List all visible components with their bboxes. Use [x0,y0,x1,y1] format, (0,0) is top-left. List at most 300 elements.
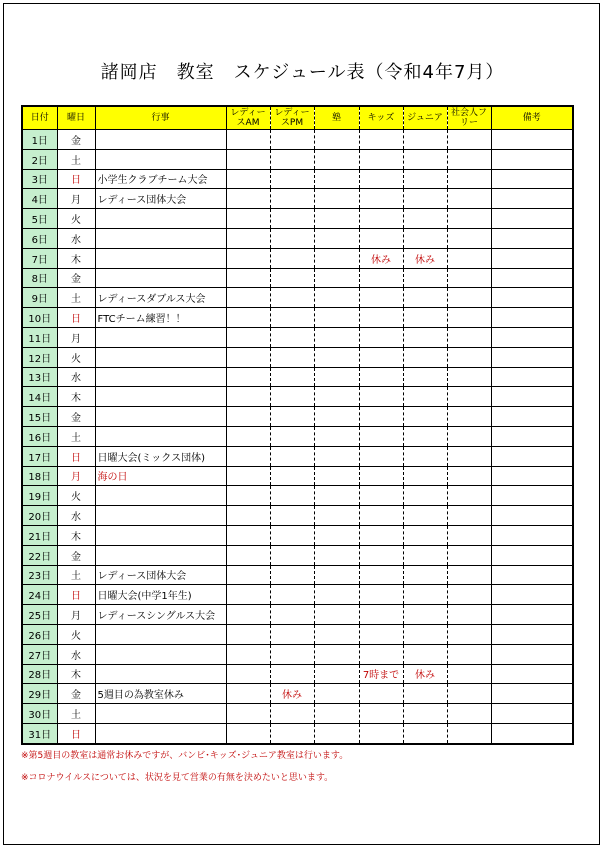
ladies-pm-cell [270,387,314,407]
day-cell: 10日 [22,308,57,328]
day-cell: 9日 [22,288,57,308]
junior-cell: 休み [403,664,447,684]
table-row [22,704,573,724]
kids-cell [359,486,403,506]
ladies-am-cell [226,684,270,704]
table-row [22,585,573,605]
dow-cell: 日 [57,169,95,189]
adult-free-cell [447,605,491,625]
event-cell [95,644,226,664]
adult-free-cell [447,367,491,387]
table-row [22,624,573,644]
ladies-pm-cell [270,704,314,724]
event-cell: レディース団体大会 [95,189,226,209]
day-cell: 12日 [22,347,57,367]
dow-cell: 土 [57,704,95,724]
note-cell [491,288,573,308]
header-notes: 備考 [491,106,573,130]
note-cell [491,644,573,664]
junior-cell [403,466,447,486]
event-cell [95,347,226,367]
event-cell [95,387,226,407]
ladies-am-cell [226,228,270,248]
kids-cell [359,704,403,724]
ladies-pm-cell [270,545,314,565]
day-cell: 15日 [22,407,57,427]
junior-cell [403,684,447,704]
adult-free-cell [447,684,491,704]
juku-cell [314,585,359,605]
day-cell: 21日 [22,525,57,545]
junior-cell [403,525,447,545]
ladies-am-cell [226,387,270,407]
note-cell [491,624,573,644]
event-cell: FTCチーム練習！！ [95,308,226,328]
day-cell: 26日 [22,624,57,644]
adult-free-cell [447,723,491,743]
dow-cell: 水 [57,506,95,526]
ladies-pm-cell [270,149,314,169]
header-row [22,106,573,130]
junior-cell [403,387,447,407]
event-cell [95,624,226,644]
ladies-pm-cell [270,605,314,625]
ladies-am-cell [226,664,270,684]
junior-cell [403,585,447,605]
header-adult-free: 社会人フリー [447,106,491,130]
table-row [22,228,573,248]
kids-cell [359,268,403,288]
kids-cell [359,288,403,308]
note-cell [491,347,573,367]
table-row [22,644,573,664]
table-row [22,565,573,585]
ladies-pm-cell [270,228,314,248]
table-row [22,426,573,446]
header-ladies-pm: レディースPM [270,106,314,130]
ladies-am-cell [226,308,270,328]
dow-cell: 日 [57,446,95,466]
event-cell [95,506,226,526]
kids-cell [359,506,403,526]
juku-cell [314,446,359,466]
junior-cell [403,228,447,248]
note-cell [491,327,573,347]
footer-notes [21,745,348,789]
adult-free-cell [447,704,491,724]
note-cell [491,387,573,407]
junior-cell [403,288,447,308]
note-cell [491,446,573,466]
event-cell: 日曜大会(中学1年生) [95,585,226,605]
event-cell [95,130,226,150]
junior-cell [403,644,447,664]
note-cell [491,407,573,427]
juku-cell [314,545,359,565]
event-cell [95,525,226,545]
dow-cell: 月 [57,605,95,625]
note-cell [491,506,573,526]
note-cell [491,684,573,704]
ladies-pm-cell [270,506,314,526]
note-cell [491,426,573,446]
juku-cell [314,248,359,268]
event-cell [95,209,226,229]
ladies-am-cell [226,189,270,209]
ladies-am-cell [226,525,270,545]
note-cell [491,486,573,506]
junior-cell [403,624,447,644]
note-cell [491,605,573,625]
kids-cell [359,367,403,387]
kids-cell: 休み [359,248,403,268]
day-cell: 29日 [22,684,57,704]
ladies-am-cell [226,605,270,625]
dow-cell: 金 [57,407,95,427]
day-cell: 5日 [22,209,57,229]
event-cell: 海の日 [95,466,226,486]
ladies-am-cell [226,130,270,150]
ladies-pm-cell [270,347,314,367]
juku-cell [314,565,359,585]
dow-cell: 火 [57,486,95,506]
adult-free-cell [447,288,491,308]
table-row [22,209,573,229]
ladies-pm-cell [270,288,314,308]
header-event: 行事 [95,106,226,130]
juku-cell [314,506,359,526]
ladies-pm-cell [270,268,314,288]
adult-free-cell [447,664,491,684]
juku-cell [314,525,359,545]
dow-cell: 火 [57,347,95,367]
adult-free-cell [447,268,491,288]
adult-free-cell [447,228,491,248]
header-ladies-am: レディースAM [226,106,270,130]
note-cell [491,209,573,229]
ladies-am-cell [226,446,270,466]
juku-cell [314,684,359,704]
event-cell: 小学生クラブチーム大会 [95,169,226,189]
note-cell [491,664,573,684]
junior-cell [403,268,447,288]
kids-cell: 7時まで [359,664,403,684]
adult-free-cell [447,466,491,486]
junior-cell [403,704,447,724]
ladies-am-cell [226,545,270,565]
adult-free-cell [447,308,491,328]
note-cell [491,149,573,169]
header-date: 日付 [22,106,57,130]
table-row [22,347,573,367]
dow-cell: 火 [57,624,95,644]
page-title: 諸岡店 教室 スケジュール表（令和4年7月） [100,62,505,83]
kids-cell [359,228,403,248]
note-cell [491,367,573,387]
table-row [22,308,573,328]
header-juku: 塾 [314,106,359,130]
kids-cell [359,585,403,605]
adult-free-cell [447,189,491,209]
ladies-pm-cell [270,209,314,229]
junior-cell [403,605,447,625]
note-cell [491,308,573,328]
ladies-pm-cell [270,130,314,150]
juku-cell [314,387,359,407]
note-cell [491,466,573,486]
juku-cell [314,466,359,486]
junior-cell [403,446,447,466]
table-row [22,446,573,466]
event-cell [95,228,226,248]
day-cell: 2日 [22,149,57,169]
table-row [22,248,573,268]
table-row [22,288,573,308]
adult-free-cell [447,644,491,664]
junior-cell [403,130,447,150]
ladies-am-cell [226,624,270,644]
day-cell: 13日 [22,367,57,387]
ladies-pm-cell [270,565,314,585]
dow-cell: 土 [57,149,95,169]
ladies-pm-cell [270,486,314,506]
kids-cell [359,407,403,427]
dow-cell: 金 [57,545,95,565]
junior-cell [403,426,447,446]
day-cell: 8日 [22,268,57,288]
table-row [22,149,573,169]
day-cell: 7日 [22,248,57,268]
adult-free-cell [447,248,491,268]
juku-cell [314,327,359,347]
juku-cell [314,347,359,367]
junior-cell [403,189,447,209]
day-cell: 23日 [22,565,57,585]
adult-free-cell [447,130,491,150]
header-kids: キッズ [359,106,403,130]
kids-cell [359,347,403,367]
event-cell [95,664,226,684]
ladies-am-cell [226,466,270,486]
juku-cell [314,624,359,644]
event-cell [95,407,226,427]
day-cell: 24日 [22,585,57,605]
event-cell [95,723,226,743]
junior-cell [403,169,447,189]
kids-cell [359,624,403,644]
juku-cell [314,723,359,743]
day-cell: 3日 [22,169,57,189]
dow-cell: 木 [57,248,95,268]
note-cell [491,268,573,288]
juku-cell [314,486,359,506]
juku-cell [314,228,359,248]
juku-cell [314,288,359,308]
junior-cell [403,407,447,427]
header-junior: ジュニア [403,106,447,130]
ladies-pm-cell [270,367,314,387]
kids-cell [359,169,403,189]
event-cell [95,486,226,506]
note-line: ※第5週目の教室は通常お休みですが、バンビ･キッズ･ジュニア教室は行います。 [21,751,349,761]
table-row [22,130,573,150]
table-row [22,169,573,189]
adult-free-cell [447,486,491,506]
adult-free-cell [447,407,491,427]
kids-cell [359,644,403,664]
adult-free-cell [447,585,491,605]
day-cell: 11日 [22,327,57,347]
dow-cell: 日 [57,723,95,743]
ladies-pm-cell [270,327,314,347]
ladies-pm-cell [270,407,314,427]
kids-cell [359,189,403,209]
note-line: ※コロナウイルスについては、状況を見て営業の有無を決めたいと思います。 [21,773,334,783]
dow-cell: 水 [57,644,95,664]
event-cell [95,268,226,288]
dow-cell: 月 [57,466,95,486]
ladies-am-cell [226,248,270,268]
junior-cell [403,486,447,506]
adult-free-cell [447,347,491,367]
note-cell [491,130,573,150]
event-cell: レディース団体大会 [95,565,226,585]
ladies-am-cell [226,506,270,526]
adult-free-cell [447,446,491,466]
junior-cell [403,565,447,585]
table-row [22,486,573,506]
ladies-pm-cell [270,525,314,545]
juku-cell [314,664,359,684]
table-row [22,367,573,387]
dow-cell: 金 [57,268,95,288]
ladies-am-cell [226,327,270,347]
kids-cell [359,308,403,328]
ladies-pm-cell [270,189,314,209]
ladies-pm-cell [270,466,314,486]
adult-free-cell [447,624,491,644]
event-cell [95,248,226,268]
ladies-am-cell [226,426,270,446]
note-cell [491,585,573,605]
table-row [22,723,573,743]
ladies-pm-cell [270,624,314,644]
dow-cell: 金 [57,684,95,704]
ladies-am-cell [226,268,270,288]
day-cell: 19日 [22,486,57,506]
note-cell [491,248,573,268]
kids-cell [359,149,403,169]
ladies-pm-cell [270,426,314,446]
day-cell: 25日 [22,605,57,625]
kids-cell [359,387,403,407]
event-cell [95,426,226,446]
ladies-am-cell [226,149,270,169]
juku-cell [314,426,359,446]
note-cell [491,525,573,545]
schedule-table [21,105,574,745]
adult-free-cell [447,149,491,169]
dow-cell: 土 [57,426,95,446]
day-cell: 30日 [22,704,57,724]
dow-cell: 月 [57,327,95,347]
juku-cell [314,644,359,664]
event-cell: レディースダブルス大会 [95,288,226,308]
adult-free-cell [447,426,491,446]
day-cell: 31日 [22,723,57,743]
junior-cell [403,149,447,169]
ladies-pm-cell [270,664,314,684]
juku-cell [314,149,359,169]
table-row [22,684,573,704]
dow-cell: 木 [57,387,95,407]
kids-cell [359,723,403,743]
table-row [22,664,573,684]
event-cell [95,545,226,565]
note-cell [491,565,573,585]
junior-cell [403,327,447,347]
note-cell [491,545,573,565]
table-row [22,525,573,545]
ladies-am-cell [226,565,270,585]
kids-cell [359,209,403,229]
kids-cell [359,525,403,545]
junior-cell [403,367,447,387]
ladies-am-cell [226,704,270,724]
juku-cell [314,268,359,288]
ladies-pm-cell [270,446,314,466]
ladies-pm-cell [270,585,314,605]
junior-cell [403,506,447,526]
kids-cell [359,130,403,150]
note-cell [491,723,573,743]
juku-cell [314,407,359,427]
ladies-pm-cell [270,169,314,189]
junior-cell [403,308,447,328]
adult-free-cell [447,545,491,565]
kids-cell [359,605,403,625]
junior-cell [403,347,447,367]
note-cell [491,704,573,724]
table-row [22,327,573,347]
kids-cell [359,565,403,585]
ladies-pm-cell [270,308,314,328]
juku-cell [314,209,359,229]
ladies-am-cell [226,288,270,308]
note-cell [491,169,573,189]
table-row [22,545,573,565]
ladies-am-cell [226,169,270,189]
juku-cell [314,367,359,387]
table-row [22,268,573,288]
juku-cell [314,605,359,625]
junior-cell: 休み [403,248,447,268]
junior-cell [403,545,447,565]
ladies-am-cell [226,723,270,743]
dow-cell: 水 [57,228,95,248]
kids-cell [359,327,403,347]
kids-cell [359,426,403,446]
event-cell [95,327,226,347]
kids-cell [359,545,403,565]
dow-cell: 木 [57,664,95,684]
ladies-am-cell [226,407,270,427]
day-cell: 18日 [22,466,57,486]
event-cell [95,149,226,169]
day-cell: 1日 [22,130,57,150]
kids-cell [359,684,403,704]
ladies-am-cell [226,644,270,664]
